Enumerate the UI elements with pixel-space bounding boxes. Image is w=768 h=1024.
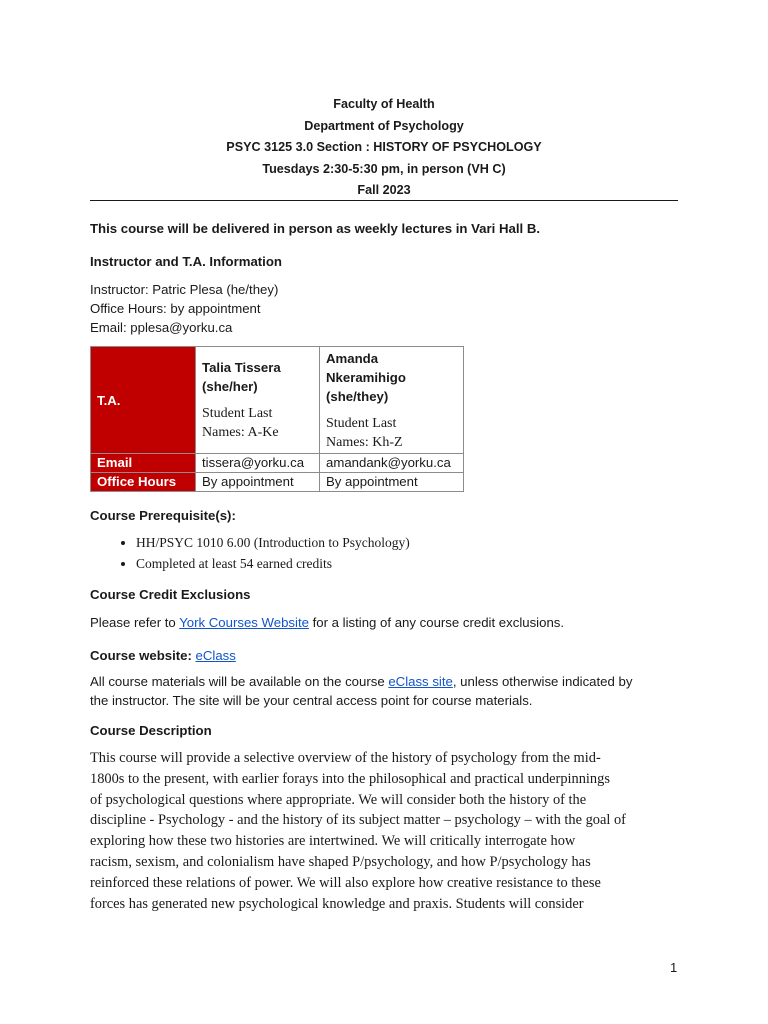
course-description [90,748,690,914]
ta2-students-line1: Student Last [326,415,397,431]
instructor-heading: Instructor and T.A. Information [90,254,282,269]
course-website-line [90,646,678,665]
description-line: exploring how these two histories are intertwined. We will critically interrogate how [90,833,576,850]
ta-row [91,347,464,454]
ta1-email: tissera@yorku.ca [196,454,320,473]
prerequisites-list [110,532,410,574]
prerequisites-heading: Course Prerequisite(s): [90,508,236,523]
york-courses-link[interactable]: York Courses Website [179,615,309,630]
exclusions-text-before: Please refer to [90,615,180,630]
ta2-email: amandank@yorku.ca [320,454,464,473]
exclusions-text [90,613,678,632]
instructor-info [90,280,678,337]
email-label-cell: Email [91,454,196,473]
ta1-pronouns: (she/her) [202,379,258,394]
description-line: forces has generated new psychological knowledge and praxis. Students will consider [90,895,584,912]
ta2-pronouns: (she/they) [326,388,389,404]
exclusions-heading: Course Credit Exclusions [90,587,251,602]
ta1-cell [196,347,320,454]
materials-text-after: , unless otherwise indicated by [452,674,633,689]
office-hours-label-cell: Office Hours [91,473,196,492]
exclusions-text-after: for a listing of any course credit exclusions. [308,615,565,630]
ta2-name-line2: Nkeramihigo [326,369,406,385]
description-line: This course will provide a selective overview of the history of psychology from the mid- [90,750,601,766]
description-line: discipline - Psychology - and the history of its subject matter – psychology – with the goal of [90,812,626,829]
eclass-site-link[interactable]: eClass site [388,674,453,689]
ta2-office-hours: By appointment [320,473,464,492]
description-heading: Course Description [90,723,212,738]
materials-text [90,672,678,710]
ta1-office-hours: By appointment [196,473,320,492]
list-item: • HH/PSYC 1010 6.00 (Introduction to Psychology) [136,532,410,553]
materials-line2: the instructor. The site will be your central access point for course materials. [90,693,533,708]
eclass-link[interactable]: eClass [195,648,236,663]
course-website-label: Course website: [90,648,196,663]
list-item: • Completed at least 54 earned credits [136,553,410,574]
ta1-students-line1: Student Last [202,406,273,421]
ta-table [90,346,464,492]
ta2-name-line1: Amanda [326,350,379,366]
department-line: Department of Psychology [304,118,464,133]
description-line: racism, sexism, and colonialism have shaped P/psychology, and how P/psychology has [90,853,591,870]
faculty-line: Faculty of Health [333,97,435,111]
instructor-email: Email: pplesa@yorku.ca [90,320,233,335]
description-line: 1800s to the present, with earlier forays into the philosophical and practical underpinnings [90,770,610,787]
ta1-name: Talia Tissera [202,360,281,375]
term-line: Fall 2023 [357,183,411,198]
description-line: reinforced these relations of power. We will also explore how creative resistance to these [90,874,601,891]
schedule-line: Tuesdays 2:30-5:30 pm, in person (VH C) [262,161,506,176]
course-code-line: PSYC 3125 3.0 Section : HISTORY OF PSYCHOLOGY [226,140,542,155]
header-divider [90,200,678,201]
materials-text-before: All course materials will be available on the course [90,674,389,689]
email-row [91,454,464,473]
page-number: 1 [670,960,678,975]
ta2-cell [320,347,464,454]
ta2-students-line2: Names: Kh-Z [326,434,403,450]
ta1-students-line2: Names: A-Ke [202,425,279,440]
course-header [90,94,678,202]
description-line: of psychological questions where appropriate. We will consider both the history of the [90,791,587,808]
ta-label-cell: T.A. [91,347,196,454]
office-hours-row [91,473,464,492]
instructor-name: Instructor: Patric Plesa (he/they) [90,282,279,297]
instructor-office-hours: Office Hours: by appointment [90,301,261,316]
delivery-note: This course will be delivered in person as weekly lectures in Vari Hall B. [90,221,541,236]
